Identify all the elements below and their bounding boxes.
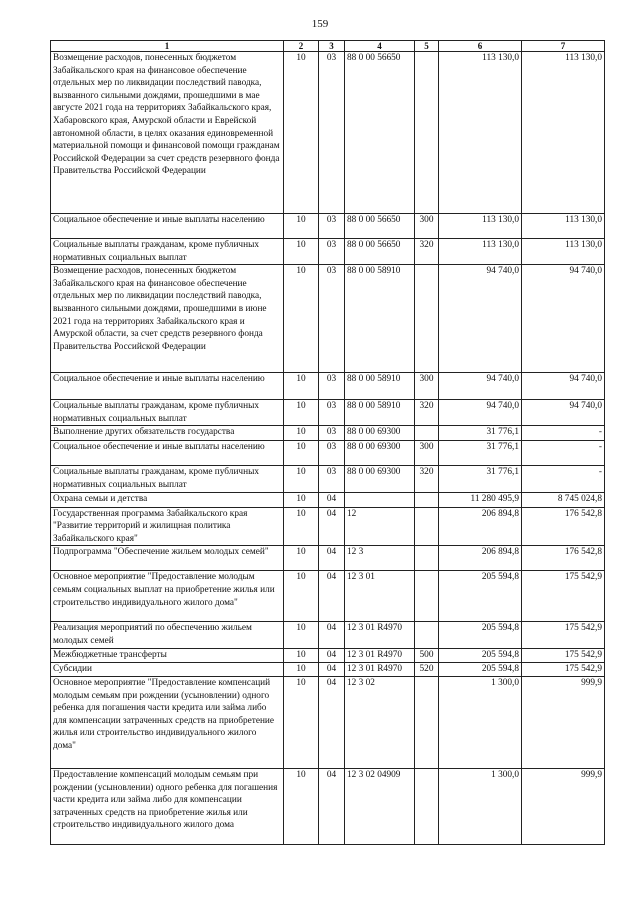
section-code-cell: 10 (284, 571, 319, 622)
table-row (51, 768, 605, 844)
page-number: 159 (311, 18, 329, 30)
row-name-cell: Охрана семьи и детства (51, 492, 284, 507)
row-name-cell: Социальные выплаты гражданам, кроме публичных нормативных социальных выплат (51, 400, 284, 426)
expense-type-cell: 320 (415, 239, 439, 265)
amount-cell: 31 776,1 (439, 441, 522, 466)
expense-type-cell (415, 507, 439, 546)
amount-cell: 31 776,1 (439, 466, 522, 492)
subsection-code-cell: 04 (319, 571, 345, 622)
row-name-cell: Возмещение расходов, понесенных бюджетом Забайкальского края на финансовое обеспечение отдельных мер по ликвидации последствий паводка, вызванного сильными дождями, прошедшими в мае августе 2021 года на территориях Забайкальского края, Хабаровского края, Амурской области и Еврейской автономной области, в целях оказания единовременной материальной помощи и финансовой помощи гражданам Российской Федерации за счет средств резервного фонда Правительства Российской Федерации (51, 52, 284, 214)
expense-type-cell (415, 571, 439, 622)
expense-type-cell (415, 676, 439, 768)
subsection-code-cell: 03 (319, 265, 345, 373)
column-header: 6 (439, 41, 522, 52)
section-code-cell: 10 (284, 441, 319, 466)
section-code-cell: 10 (284, 768, 319, 844)
table-row (51, 441, 605, 466)
row-name-cell: Предоставление компенсаций молодым семьям при рождении (усыновлении) одного ребенка для погашения части кредита или займа либо для компенсации затраченных средств на приобретение жилья или строительство индивидуального жилого дома (51, 768, 284, 844)
section-code-cell: 10 (284, 662, 319, 676)
expense-type-cell: 300 (415, 373, 439, 400)
target-article-cell: 88 0 00 58910 (345, 400, 415, 426)
table-row (51, 466, 605, 492)
row-name-cell: Социальные выплаты гражданам, кроме публичных нормативных социальных выплат (51, 466, 284, 492)
target-article-cell: 12 3 01 R4970 (345, 662, 415, 676)
target-article-cell: 12 3 01 R4970 (345, 622, 415, 649)
section-code-cell: 10 (284, 546, 319, 571)
table-row (51, 426, 605, 441)
row-name-cell: Субсидии (51, 662, 284, 676)
subsection-code-cell: 03 (319, 426, 345, 441)
amount-cell: 94 740,0 (439, 373, 522, 400)
amount-cell: 175 542,9 (522, 622, 605, 649)
amount-cell: - (522, 441, 605, 466)
amount-cell: 113 130,0 (439, 239, 522, 265)
subsection-code-cell: 03 (319, 239, 345, 265)
expense-type-cell: 320 (415, 466, 439, 492)
expense-type-cell: 500 (415, 649, 439, 663)
expense-type-cell: 320 (415, 400, 439, 426)
section-code-cell: 10 (284, 466, 319, 492)
amount-cell: 175 542,9 (522, 649, 605, 663)
subsection-code-cell: 03 (319, 400, 345, 426)
target-article-cell: 88 0 00 56650 (345, 52, 415, 214)
target-article-cell: 88 0 00 58910 (345, 373, 415, 400)
amount-cell: 176 542,8 (522, 507, 605, 546)
table-row (51, 373, 605, 400)
amount-cell: 205 594,8 (439, 662, 522, 676)
target-article-cell: 12 3 02 (345, 676, 415, 768)
amount-cell: - (522, 426, 605, 441)
expense-type-cell (415, 492, 439, 507)
target-article-cell: 12 3 02 04909 (345, 768, 415, 844)
subsection-code-cell: 04 (319, 662, 345, 676)
section-code-cell: 10 (284, 214, 319, 239)
target-article-cell: 88 0 00 69300 (345, 426, 415, 441)
row-name-cell: Социальное обеспечение и иные выплаты населению (51, 441, 284, 466)
amount-cell: 94 740,0 (522, 265, 605, 373)
expense-type-cell (415, 52, 439, 214)
subsection-code-cell: 04 (319, 768, 345, 844)
table-row (51, 265, 605, 373)
amount-cell: 205 594,8 (439, 649, 522, 663)
amount-cell: 113 130,0 (522, 239, 605, 265)
row-name-cell: Социальное обеспечение и иные выплаты населению (51, 373, 284, 400)
amount-cell: 11 280 495,9 (439, 492, 522, 507)
row-name-cell: Государственная программа Забайкальского края "Развитие территорий и жилищная политика Забайкальского края" (51, 507, 284, 546)
table-row (51, 571, 605, 622)
amount-cell: 94 740,0 (522, 373, 605, 400)
amount-cell: 1 300,0 (439, 768, 522, 844)
table-row (51, 676, 605, 768)
subsection-code-cell: 04 (319, 546, 345, 571)
target-article-cell: 12 3 01 R4970 (345, 649, 415, 663)
expense-type-cell (415, 546, 439, 571)
table-header-row (51, 41, 605, 52)
column-header: 7 (522, 41, 605, 52)
row-name-cell: Подпрограмма "Обеспечение жильем молодых семей" (51, 546, 284, 571)
section-code-cell: 10 (284, 373, 319, 400)
row-name-cell: Возмещение расходов, понесенных бюджетом Забайкальского края на финансовое обеспечение отдельных мер по ликвидации последствий паводка, вызванного сильными дождями, прошедшими в июне 2021 года на территориях Забайкальского края и Амурской области, за счет средств резервного фонда Правительства Российской Федерации (51, 265, 284, 373)
row-name-cell: Основное мероприятие "Предоставление компенсаций молодым семьям при рождении (усыновлении) одного ребенка для погашения части кредита или займа либо для компенсации затраченных средств на приобретение жилья или строительство индивидуального жилого дома" (51, 676, 284, 768)
row-name-cell: Основное мероприятие "Предоставление молодым семьям социальных выплат на приобретение жилья или строительство индивидуального жилого дома" (51, 571, 284, 622)
table-row (51, 239, 605, 265)
target-article-cell: 12 3 (345, 546, 415, 571)
subsection-code-cell: 03 (319, 214, 345, 239)
section-code-cell: 10 (284, 649, 319, 663)
amount-cell: 176 542,8 (522, 546, 605, 571)
column-header: 3 (319, 41, 345, 52)
table-row (51, 214, 605, 239)
section-code-cell: 10 (284, 239, 319, 265)
amount-cell: 206 894,8 (439, 507, 522, 546)
section-code-cell: 10 (284, 492, 319, 507)
column-header: 4 (345, 41, 415, 52)
amount-cell: 205 594,8 (439, 622, 522, 649)
amount-cell: 113 130,0 (439, 214, 522, 239)
table-row (51, 400, 605, 426)
target-article-cell: 88 0 00 56650 (345, 239, 415, 265)
row-name-cell: Реализация мероприятий по обеспечению жильем молодых семей (51, 622, 284, 649)
table-row (51, 622, 605, 649)
section-code-cell: 10 (284, 400, 319, 426)
expense-type-cell (415, 622, 439, 649)
amount-cell: 94 740,0 (439, 400, 522, 426)
row-name-cell: Межбюджетные трансферты (51, 649, 284, 663)
expense-type-cell: 520 (415, 662, 439, 676)
expense-type-cell (415, 265, 439, 373)
subsection-code-cell: 04 (319, 507, 345, 546)
target-article-cell: 88 0 00 69300 (345, 466, 415, 492)
subsection-code-cell: 03 (319, 466, 345, 492)
expense-type-cell: 300 (415, 441, 439, 466)
section-code-cell: 10 (284, 676, 319, 768)
target-article-cell: 12 3 01 (345, 571, 415, 622)
table-row (51, 649, 605, 663)
amount-cell: 113 130,0 (522, 214, 605, 239)
expense-type-cell: 300 (415, 214, 439, 239)
table-row (51, 546, 605, 571)
target-article-cell: 88 0 00 69300 (345, 441, 415, 466)
subsection-code-cell: 03 (319, 52, 345, 214)
target-article-cell (345, 492, 415, 507)
column-header: 2 (284, 41, 319, 52)
subsection-code-cell: 04 (319, 492, 345, 507)
section-code-cell: 10 (284, 265, 319, 373)
expense-type-cell (415, 426, 439, 441)
target-article-cell: 88 0 00 56650 (345, 214, 415, 239)
amount-cell: 31 776,1 (439, 426, 522, 441)
row-name-cell: Социальное обеспечение и иные выплаты населению (51, 214, 284, 239)
subsection-code-cell: 04 (319, 622, 345, 649)
amount-cell: 1 300,0 (439, 676, 522, 768)
table-row (51, 492, 605, 507)
section-code-cell: 10 (284, 507, 319, 546)
amount-cell: 94 740,0 (522, 400, 605, 426)
amount-cell: 175 542,9 (522, 571, 605, 622)
row-name-cell: Социальные выплаты гражданам, кроме публичных нормативных социальных выплат (51, 239, 284, 265)
amount-cell: 999,9 (522, 676, 605, 768)
amount-cell: 113 130,0 (522, 52, 605, 214)
target-article-cell: 12 (345, 507, 415, 546)
expense-type-cell (415, 768, 439, 844)
amount-cell: 206 894,8 (439, 546, 522, 571)
amount-cell: 113 130,0 (439, 52, 522, 214)
section-code-cell: 10 (284, 622, 319, 649)
budget-table (50, 40, 605, 845)
subsection-code-cell: 04 (319, 676, 345, 768)
table-row (51, 52, 605, 214)
target-article-cell: 88 0 00 58910 (345, 265, 415, 373)
column-header: 5 (415, 41, 439, 52)
table-row (51, 662, 605, 676)
amount-cell: - (522, 466, 605, 492)
subsection-code-cell: 04 (319, 649, 345, 663)
section-code-cell: 10 (284, 426, 319, 441)
section-code-cell: 10 (284, 52, 319, 214)
amount-cell: 999,9 (522, 768, 605, 844)
amount-cell: 8 745 024,8 (522, 492, 605, 507)
amount-cell: 205 594,8 (439, 571, 522, 622)
subsection-code-cell: 03 (319, 441, 345, 466)
row-name-cell: Выполнение других обязательств государства (51, 426, 284, 441)
subsection-code-cell: 03 (319, 373, 345, 400)
amount-cell: 94 740,0 (439, 265, 522, 373)
amount-cell: 175 542,9 (522, 662, 605, 676)
table-row (51, 507, 605, 546)
column-header: 1 (51, 41, 284, 52)
